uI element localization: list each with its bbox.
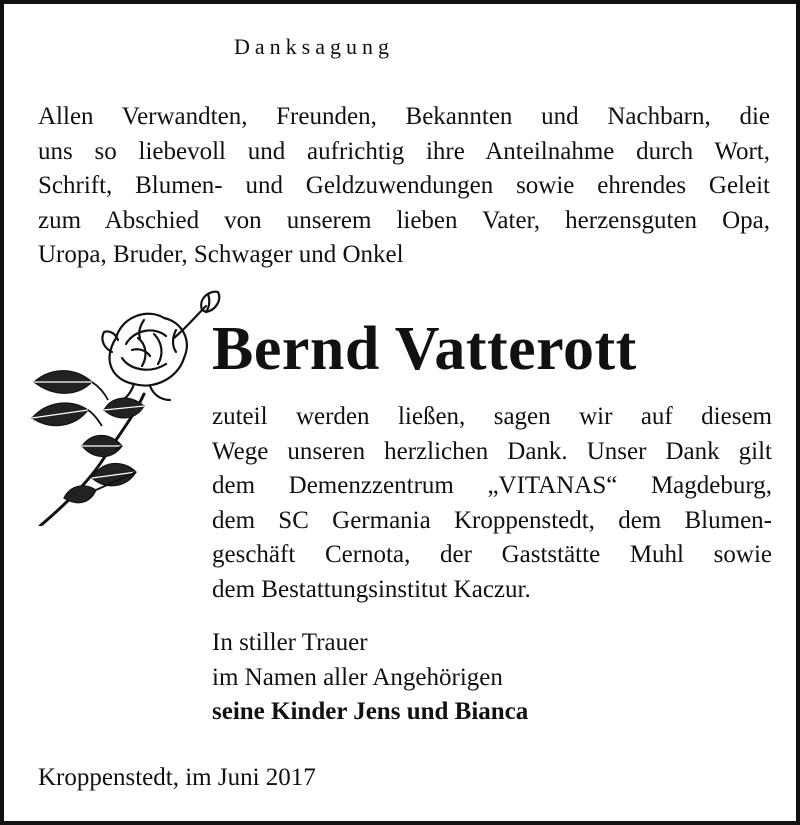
intro-paragraph [38, 100, 770, 273]
closing-line: im Namen aller Angehörigen [212, 663, 503, 691]
closing-block [212, 626, 772, 730]
thanks-line: Wege unseren herzlichen Dank. Unser Dank gilt [212, 437, 772, 465]
intro-line: Allen Verwandten, Freunden, Bekannten und Nachbarn, die [38, 103, 770, 130]
intro-line: Schrift, Blumen- und Geldzuwendungen sowie ehrendes Geleit [38, 172, 770, 199]
intro-line: Uropa, Bruder, Schwager und Onkel [38, 241, 404, 268]
thanks-line: zuteil werden ließen, sagen wir auf diesem [212, 403, 772, 430]
notice-heading: Danksagung [234, 34, 394, 59]
thanks-line: geschäft Cernota, der Gaststätte Muhl sowie [212, 541, 772, 568]
thanks-paragraph [212, 400, 772, 607]
thanks-line: dem Demenzzentrum „VITANAS“ Magdeburg, [212, 472, 772, 499]
intro-line: uns so liebevoll und aufrichtig ihre Anteilnahme durch Wort, [38, 137, 770, 165]
rose-icon [26, 286, 226, 526]
thanks-line: dem SC Germania Kroppenstedt, dem Blumen- [212, 506, 772, 534]
deceased-name: Bernd Vatterott [212, 315, 637, 383]
closing-line: In stiller Trauer [212, 629, 368, 656]
thanks-line: dem Bestattungsinstitut Kaczur. [212, 575, 531, 603]
intro-line: zum Abschied von unserem lieben Vater, herzensguten Opa, [38, 206, 770, 234]
signature: seine Kinder Jens und Bianca [212, 698, 529, 725]
place-date: Kroppenstedt, im Juni 2017 [38, 764, 316, 791]
